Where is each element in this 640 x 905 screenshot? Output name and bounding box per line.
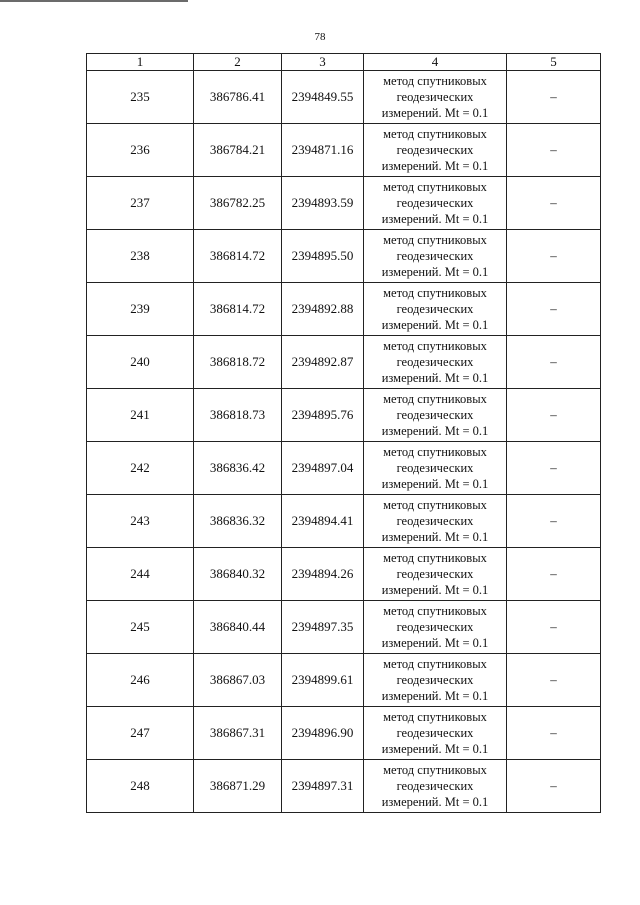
- coord-y-cell: 2394894.26: [282, 548, 364, 601]
- method-line: геодезических: [396, 461, 474, 475]
- method-cell: [364, 283, 507, 336]
- note-cell: –: [507, 654, 601, 707]
- coord-x-cell: 386782.25: [194, 177, 282, 230]
- table-row: [87, 283, 601, 336]
- method-line: метод спутниковых: [383, 392, 487, 406]
- coord-x-cell: 386836.42: [194, 442, 282, 495]
- note-cell: –: [507, 760, 601, 813]
- method-line: геодезических: [396, 673, 474, 687]
- coord-x-cell: 386836.32: [194, 495, 282, 548]
- method-line: измерений. Mt = 0.1: [381, 265, 489, 279]
- coord-y-cell: 2394871.16: [282, 124, 364, 177]
- method-line: метод спутниковых: [383, 763, 487, 777]
- method-cell: [364, 442, 507, 495]
- method-cell: [364, 654, 507, 707]
- method-line: измерений. Mt = 0.1: [381, 371, 489, 385]
- note-cell: –: [507, 548, 601, 601]
- table-row: [87, 601, 601, 654]
- coord-x-cell: 386867.03: [194, 654, 282, 707]
- coord-x-cell: 386871.29: [194, 760, 282, 813]
- method-line: геодезических: [396, 567, 474, 581]
- note-cell: –: [507, 442, 601, 495]
- method-line: измерений. Mt = 0.1: [381, 795, 489, 809]
- table-row: [87, 71, 601, 124]
- method-cell: [364, 548, 507, 601]
- method-cell: [364, 124, 507, 177]
- coord-y-cell: 2394897.35: [282, 601, 364, 654]
- coord-y-cell: 2394894.41: [282, 495, 364, 548]
- method-line: метод спутниковых: [383, 180, 487, 194]
- method-line: метод спутниковых: [383, 657, 487, 671]
- method-line: метод спутниковых: [383, 498, 487, 512]
- coord-x-cell: 386784.21: [194, 124, 282, 177]
- method-line: измерений. Mt = 0.1: [381, 318, 489, 332]
- table-row: [87, 336, 601, 389]
- point-number-cell: 239: [87, 283, 194, 336]
- method-line: метод спутниковых: [383, 604, 487, 618]
- method-line: измерений. Mt = 0.1: [381, 583, 489, 597]
- method-cell: [364, 707, 507, 760]
- method-line: метод спутниковых: [383, 710, 487, 724]
- point-number-cell: 246: [87, 654, 194, 707]
- point-number-cell: 245: [87, 601, 194, 654]
- note-cell: –: [507, 707, 601, 760]
- coord-y-cell: 2394899.61: [282, 654, 364, 707]
- top-rule: [0, 0, 188, 2]
- table-row: [87, 442, 601, 495]
- method-line: геодезических: [396, 355, 474, 369]
- method-line: измерений. Mt = 0.1: [381, 689, 489, 703]
- table-row: [87, 389, 601, 442]
- coord-y-cell: 2394897.04: [282, 442, 364, 495]
- coord-y-cell: 2394893.59: [282, 177, 364, 230]
- method-line: метод спутниковых: [383, 74, 487, 88]
- point-number-cell: 244: [87, 548, 194, 601]
- note-cell: –: [507, 71, 601, 124]
- coord-y-cell: 2394895.76: [282, 389, 364, 442]
- coord-y-cell: 2394897.31: [282, 760, 364, 813]
- coord-x-cell: 386840.44: [194, 601, 282, 654]
- point-number-cell: 235: [87, 71, 194, 124]
- point-number-cell: 238: [87, 230, 194, 283]
- table-row: [87, 124, 601, 177]
- note-cell: –: [507, 389, 601, 442]
- method-cell: [364, 601, 507, 654]
- coord-x-cell: 386814.72: [194, 283, 282, 336]
- point-number-cell: 241: [87, 389, 194, 442]
- note-cell: –: [507, 336, 601, 389]
- page-number: 78: [314, 31, 326, 43]
- header-row: [87, 54, 601, 71]
- note-cell: –: [507, 124, 601, 177]
- method-line: измерений. Mt = 0.1: [381, 636, 489, 650]
- method-line: метод спутниковых: [383, 339, 487, 353]
- note-cell: –: [507, 283, 601, 336]
- header-col-1: 1: [87, 54, 194, 71]
- method-line: измерений. Mt = 0.1: [381, 742, 489, 756]
- table-row: [87, 760, 601, 813]
- method-line: измерений. Mt = 0.1: [381, 159, 489, 173]
- point-number-cell: 236: [87, 124, 194, 177]
- method-cell: [364, 336, 507, 389]
- method-line: геодезических: [396, 302, 474, 316]
- coord-y-cell: 2394896.90: [282, 707, 364, 760]
- coord-x-cell: 386814.72: [194, 230, 282, 283]
- header-col-2: 2: [194, 54, 282, 71]
- table-header: [87, 54, 601, 71]
- coord-y-cell: 2394892.88: [282, 283, 364, 336]
- table-row: [87, 495, 601, 548]
- table-row: [87, 654, 601, 707]
- note-cell: –: [507, 177, 601, 230]
- method-line: измерений. Mt = 0.1: [381, 424, 489, 438]
- method-line: метод спутниковых: [383, 127, 487, 141]
- table-row: [87, 548, 601, 601]
- table-body: [87, 71, 601, 813]
- method-line: метод спутниковых: [383, 445, 487, 459]
- method-line: геодезических: [396, 196, 474, 210]
- method-line: геодезических: [396, 143, 474, 157]
- method-line: измерений. Mt = 0.1: [381, 530, 489, 544]
- coord-y-cell: 2394849.55: [282, 71, 364, 124]
- header-col-5: 5: [507, 54, 601, 71]
- point-number-cell: 243: [87, 495, 194, 548]
- coord-y-cell: 2394895.50: [282, 230, 364, 283]
- header-col-4: 4: [364, 54, 507, 71]
- method-line: измерений. Mt = 0.1: [381, 212, 489, 226]
- coord-x-cell: 386818.73: [194, 389, 282, 442]
- coord-x-cell: 386867.31: [194, 707, 282, 760]
- note-cell: –: [507, 495, 601, 548]
- table-row: [87, 177, 601, 230]
- method-line: метод спутниковых: [383, 233, 487, 247]
- method-cell: [364, 71, 507, 124]
- method-line: геодезических: [396, 514, 474, 528]
- method-cell: [364, 495, 507, 548]
- method-line: геодезических: [396, 779, 474, 793]
- method-cell: [364, 230, 507, 283]
- point-number-cell: 247: [87, 707, 194, 760]
- method-line: геодезических: [396, 726, 474, 740]
- point-number-cell: 237: [87, 177, 194, 230]
- note-cell: –: [507, 230, 601, 283]
- method-cell: [364, 177, 507, 230]
- method-line: геодезических: [396, 249, 474, 263]
- point-number-cell: 242: [87, 442, 194, 495]
- table-row: [87, 707, 601, 760]
- coord-x-cell: 386818.72: [194, 336, 282, 389]
- table-row: [87, 230, 601, 283]
- coord-x-cell: 386840.32: [194, 548, 282, 601]
- point-number-cell: 240: [87, 336, 194, 389]
- method-line: геодезических: [396, 90, 474, 104]
- method-cell: [364, 389, 507, 442]
- method-cell: [364, 760, 507, 813]
- method-line: геодезических: [396, 620, 474, 634]
- coord-x-cell: 386786.41: [194, 71, 282, 124]
- method-line: метод спутниковых: [383, 286, 487, 300]
- point-number-cell: 248: [87, 760, 194, 813]
- note-cell: –: [507, 601, 601, 654]
- coord-y-cell: 2394892.87: [282, 336, 364, 389]
- method-line: метод спутниковых: [383, 551, 487, 565]
- method-line: геодезических: [396, 408, 474, 422]
- method-line: измерений. Mt = 0.1: [381, 106, 489, 120]
- header-col-3: 3: [282, 54, 364, 71]
- coordinates-table: [86, 53, 601, 813]
- method-line: измерений. Mt = 0.1: [381, 477, 489, 491]
